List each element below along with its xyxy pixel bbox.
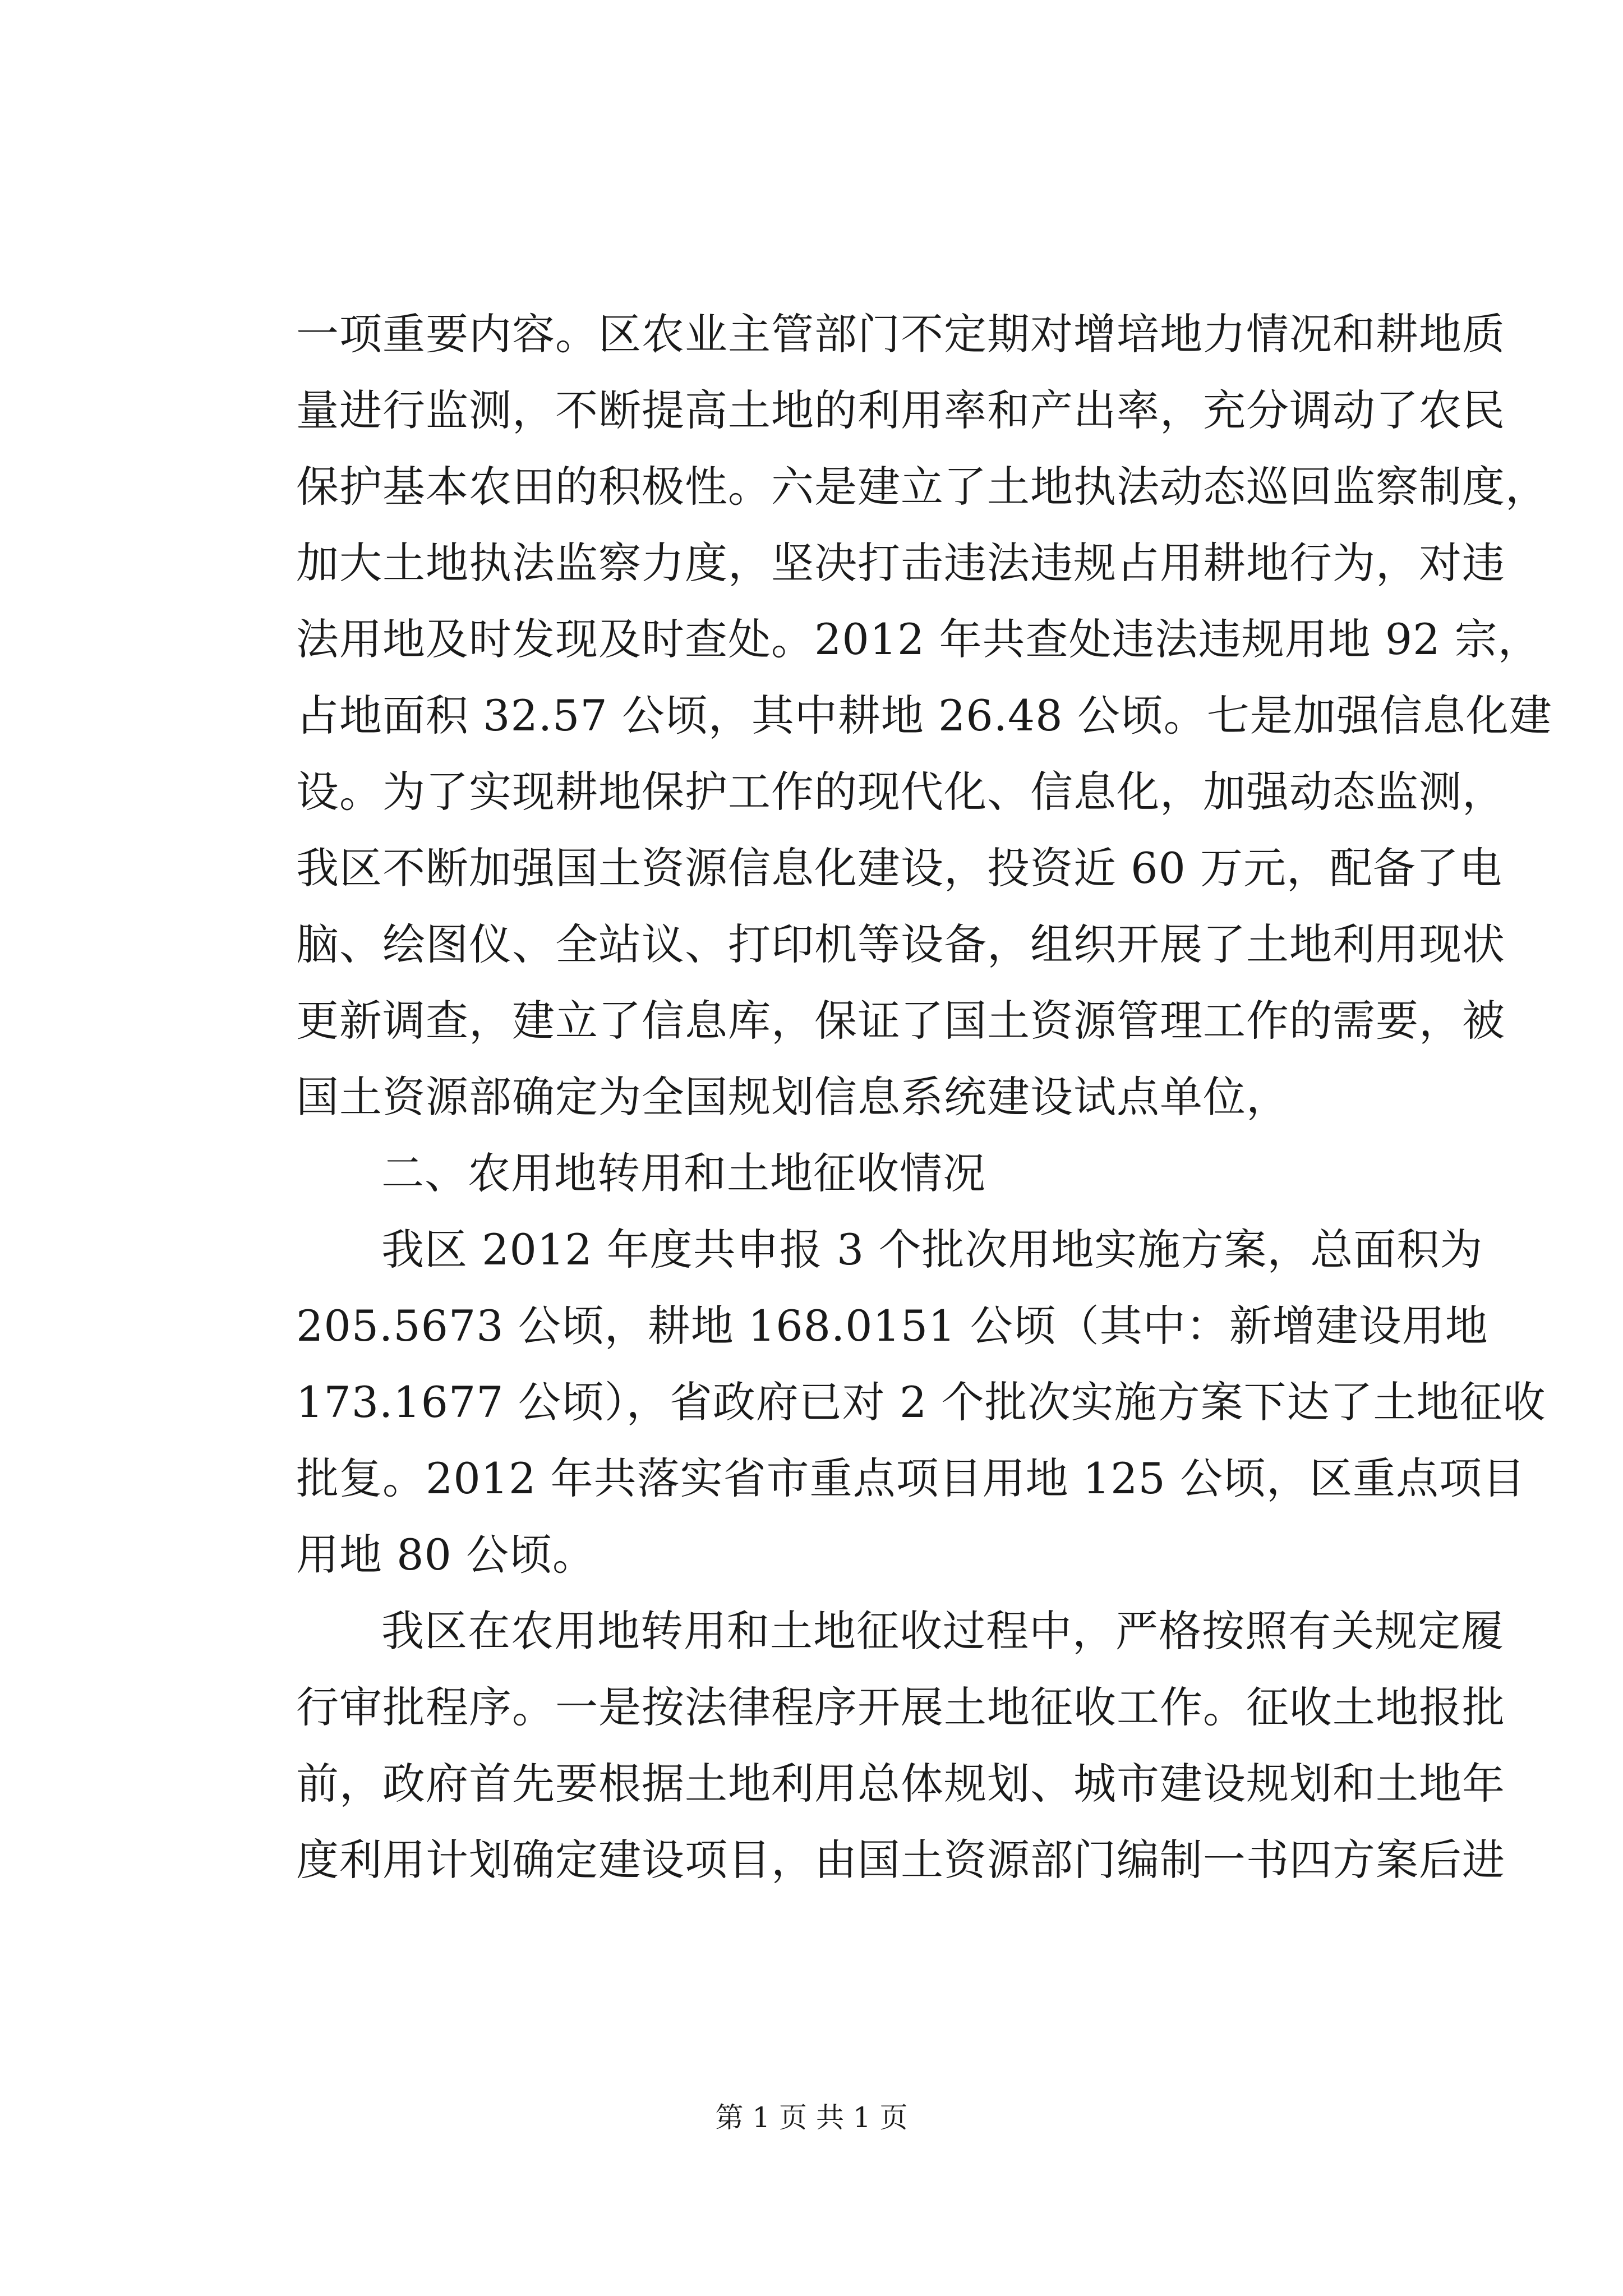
body-line: 我区不断加强国土资源信息化建设，投资近 60 万元，配备了电: [296, 843, 1503, 893]
section-heading: 二、农用地转用和土地征收情况: [381, 1148, 986, 1198]
body-line: 批复。2012 年共落实省市重点项目用地 125 公顷，区重点项目: [296, 1453, 1525, 1503]
body-line: 脑、绘图仪、全站议、打印机等设备，组织开展了土地利用现状: [296, 919, 1505, 969]
page-footer: 第 1 页 共 1 页: [715, 2101, 908, 2134]
body-line: 量进行监测，不断提高土地的利用率和产出率，充分调动了农民: [296, 385, 1505, 435]
body-line: 度利用计划确定建设项目，由国土资源部门编制一书四方案后进: [296, 1835, 1505, 1885]
body-line: 用地 80 公顷。: [296, 1530, 596, 1580]
body-line: 占地面积 32.57 公顷，其中耕地 26.48 公顷。七是加强信息化建: [296, 691, 1552, 740]
body-line: 我区在农用地转用和土地征收过程中，严格按照有关规定履: [381, 1606, 1504, 1656]
body-line: 设。为了实现耕地保护工作的现代化、信息化，加强动态监测，: [296, 767, 1505, 817]
body-line: 205.5673 公顷，耕地 168.0151 公顷（其中：新增建设用地: [296, 1301, 1488, 1351]
body-line: 我区 2012 年度共申报 3 个批次用地实施方案，总面积为: [381, 1225, 1483, 1274]
body-line: 一项重要内容。区农业主管部门不定期对增培地力情况和耕地质: [296, 309, 1505, 359]
body-line: 国土资源部确定为全国规划信息系统建设试点单位，: [296, 1072, 1289, 1122]
body-line: 保护基本农田的积极性。六是建立了土地执法动态巡回监察制度，: [296, 462, 1548, 512]
body-line: 更新调查，建立了信息库，保证了国土资源管理工作的需要，被: [296, 996, 1505, 1046]
body-line: 前，政府首先要根据土地利用总体规划、城市建设规划和土地年: [296, 1759, 1505, 1809]
body-line: 法用地及时发现及时查处。2012 年共查处违法违规用地 92 宗，: [296, 614, 1541, 664]
body-line: 加大土地执法监察力度，坚决打击违法违规占用耕地行为，对违: [296, 538, 1505, 588]
body-line: 行审批程序。一是按法律程序开展土地征收工作。征收土地报批: [296, 1682, 1505, 1732]
document-body: [296, 296, 1552, 1898]
body-line: 173.1677 公顷），省政府已对 2 个批次实施方案下达了土地征收: [296, 1377, 1546, 1427]
